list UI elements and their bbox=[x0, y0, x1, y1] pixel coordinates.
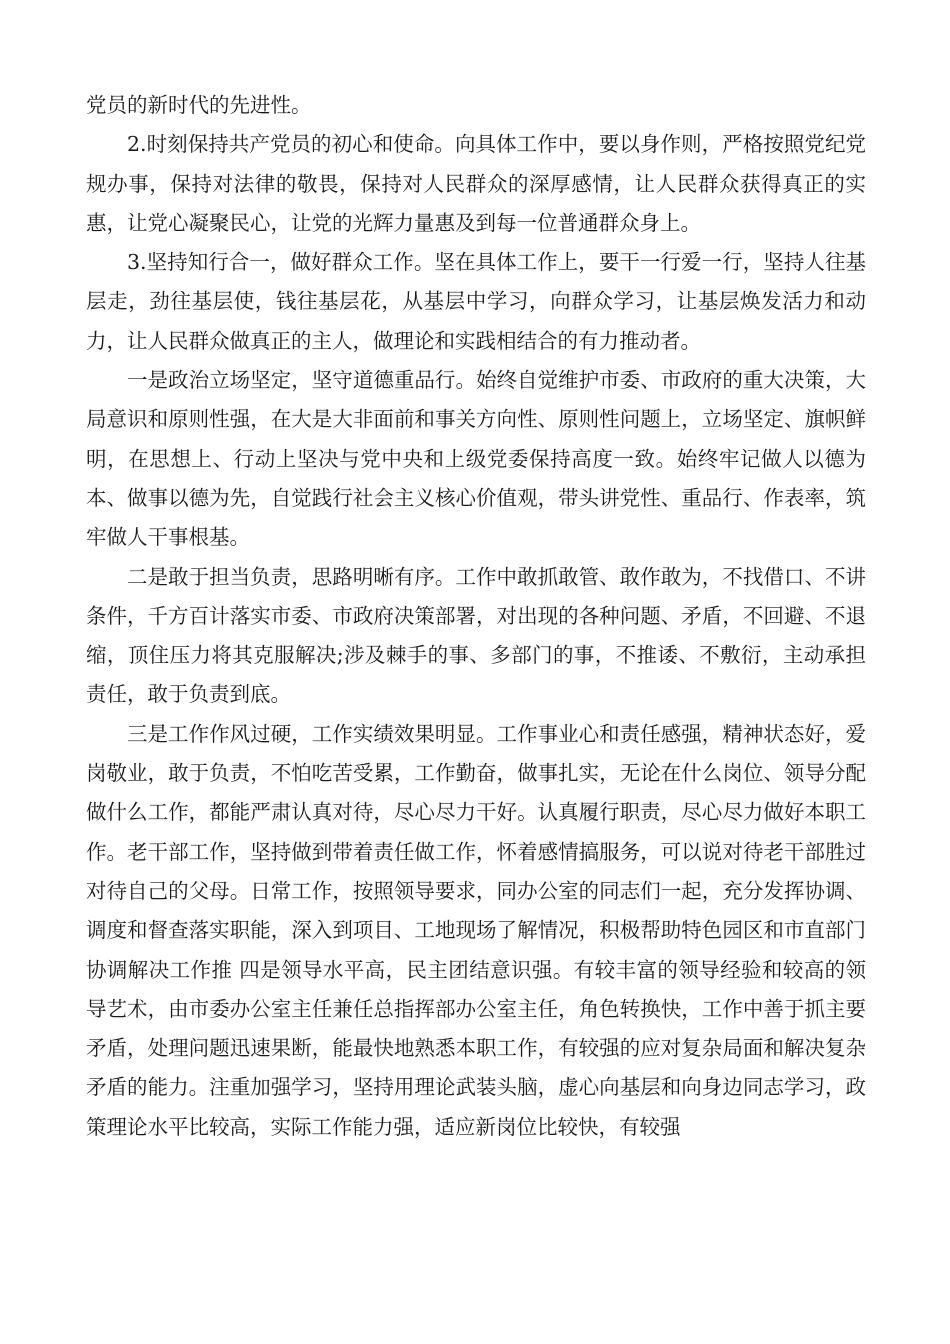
paragraph-item-2: 2.时刻保持共产党员的初心和使命。向具体工作中，要以身作则，严格按照党纪党规办事，保持对法律的敬畏，保持对人民群众的深厚感情，让人民群众获得真正的实惠，让党心凝聚民心，让党的光辉力量惠及到每一位普通群众身上。 bbox=[86, 132, 866, 235]
document-body bbox=[86, 86, 866, 1147]
paragraph-point-2: 二是敢于担当负责，思路明晰有序。工作中敢抓敢管、敢作敢为，不找借口、不讲条件，千方百计落实市委、市政府决策部署，对出现的各种问题、矛盾，不回避、不退缩，顶住压力将其克服解决;涉及棘手的事、多部门的事，不推诿、不敷衍，主动承担责任，敢于负责到底。 bbox=[86, 564, 866, 707]
paragraph-point-3: 三是工作作风过硬，工作实绩效果明显。工作事业心和责任感强，精神状态好，爱岗敬业，敢于负责，不怕吃苦受累，工作勤奋，做事扎实，无论在什么岗位、领导分配做什么工作，都能严肃认真对待，尽心尽力干好。认真履行职责，尽心尽力做好本职工作。老干部工作，坚持做到带着责任做工作，怀着感情搞服务，可以说对待老干部胜过对待自己的父母。日常工作，按照领导要求，同办公室的同志们一起，充分发挥协调、调度和督查落实职能，深入到项目、工地现场了解情况，积极帮助特色园区和市直部门协调解决工作推 四是领导水平高，民主团结意识强。有较丰富的领导经验和较高的领导艺术，由市委办公室主任兼任总指挥部办公室主任，角色转换快，工作中善于抓主要矛盾，处理问题迅速果断，能最快地熟悉本职工作，有较强的应对复杂局面和解决复杂矛盾的能力。注重加强学习，坚持用理论武装头脑，虚心向基层和向身边同志学习，政策理论水平比较高，实际工作能力强，适应新岗位比较快，有较强 bbox=[86, 721, 866, 1139]
paragraph-item-3: 3.坚持知行合一，做好群众工作。坚在具体工作上，要干一行爱一行，坚持人往基层走，劲往基层使，钱往基层花，从基层中学习，向群众学习，让基层焕发活力和动力，让人民群众做真正的主人，做理论和实践相结合的有力推动者。 bbox=[86, 250, 866, 353]
paragraph-continuation: 党员的新时代的先进性。 bbox=[86, 93, 312, 117]
paragraph-point-1: 一是政治立场坚定，坚守道德重品行。始终自觉维护市委、市政府的重大决策，大局意识和原则性强，在大是大非面前和事关方向性、原则性问题上，立场坚定、旗帜鲜明，在思想上、行动上坚决与党中央和上级党委保持高度一致。始终牢记做人以德为本、做事以德为先，自觉践行社会主义核心价值观，带头讲党性、重品行、作表率，筑牢做人干事根基。 bbox=[86, 368, 866, 550]
